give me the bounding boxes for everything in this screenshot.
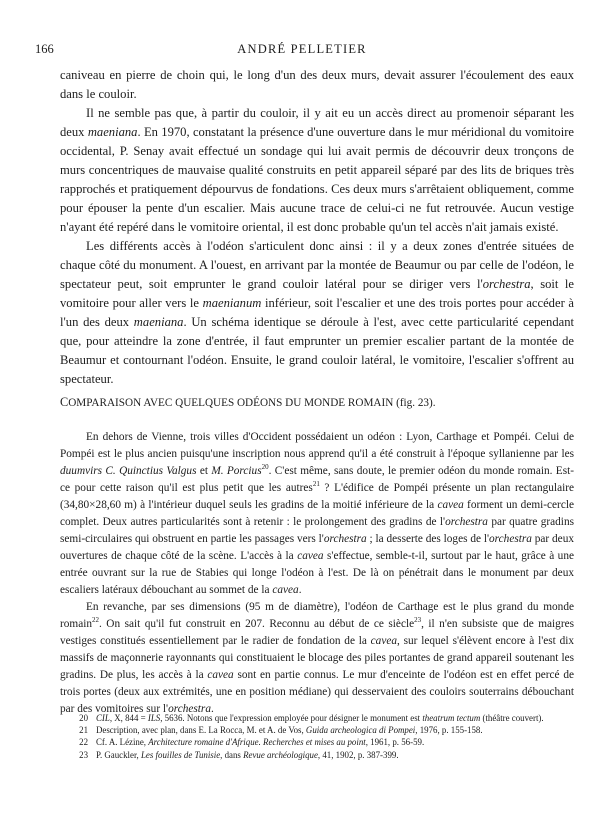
section-body xyxy=(60,429,574,718)
running-title: ANDRÉ PELLETIER xyxy=(237,42,367,56)
main-text xyxy=(60,66,574,389)
footnote-20: 20 CIL, X, 844 = ILS, 5636. Notons que l'expression employée pour désigner le monument est theatrum tectum (théâtre couvert). xyxy=(79,713,544,723)
footnote-ref-22[interactable]: 22 xyxy=(92,616,99,625)
paragraph-continuation: caniveau en pierre de choin qui, le long d'un des deux murs, devait assurer l'écoulement des eaux dans le couloir. xyxy=(60,68,574,101)
footnote-ref-20[interactable]: 20 xyxy=(261,463,269,472)
footnote-22: 22 Cf. A. Lézine, Architecture romaine d'Afrique. Recherches et mises au point, 1961, p. 56-59. xyxy=(79,737,425,748)
paragraph-access-summary: Les différents accès à l'odéon s'articulent donc ainsi : il y a deux zones d'entrée situées de chaque côté du monument. A l'ouest, en arrivant par la montée de Beaumur ou par celle de l'odéon, le spectateur peut, soit emprunter le grand couloir latéral pour se diriger vers l'orchestra, soit le vomitoire pour aller vers le maenianum inférieur, soit l'escalier et une des trois portes pour accéder à l'un des deux maeniana. Un schéma identique se déroule à l'est, avec cette particularité cependant que, pour atteindre la zone d'entrée, il faut emprunter un premier escalier partant de la montée de Beaumur et contournant l'odéon. Ensuite, le grand couloir latéral, le vomitoire, l'escalier s'offrent au spectateur. xyxy=(60,239,575,386)
footnote-23: 23 P. Gauckler, Les fouilles de Tunisie, dans Revue archéologique, 41, 1902, p. 387-399. xyxy=(79,749,399,760)
section-heading: COMPARAISON AVEC QUELQUES ODÉONS DU MONDE ROMAIN (fig. 23). xyxy=(60,395,436,409)
paragraph-access-promenoir: Il ne semble pas que, à partir du couloir, il y ait eu un accès direct au promenoir séparant les deux maeniana. En 1970, constatant la présence d'une ouverture dans le mur méridional du vomitoire occidental, P. Senay avait effectué un sondage qui lui avait permis de découvrir deux tronçons de murs concentriques de mauvaise qualité construits en petit appareil séparé par des lits de briques très rapprochés et pratiquement dépourvus de fondations. Ces deux murs s'arrêtaient obliquement, comme pour épouser la pente d'un escalier. Mais aucune trace de celui-ci ne fut retrouvée. Aucun vestige n'ayant été repéré dans le vomitoire oriental, il est donc probable qu'un tel accès n'ait jamais existé. xyxy=(60,106,574,234)
footnote-21: 21 Description, avec plan, dans E. La Rocca, M. et A. de Vos, Guida archeologica di Pompei, 1976, p. 155-158. xyxy=(79,725,483,736)
footnotes xyxy=(60,712,574,761)
footnote-ref-23[interactable]: 23 xyxy=(414,616,422,625)
footnote-ref-21[interactable]: 21 xyxy=(312,480,320,489)
page-number: 166 xyxy=(35,42,54,56)
paragraph-pompei: En dehors de Vienne, trois villes d'Occident possédaient un odéon : Lyon, Carthage et Pompéi. Celui de Pompéi est le plus ancien puisqu'une inscription nous apprend qu'il a été construit à l'époque syllanienne par les duumvirs C. Quinctius Valgus et M. Porcius$^{20}$. C'est même, sans doute, le premier odéon du monde romain. Est-ce pour cette raison qu'il est plus petit que les autres$^{21}$ ? L'édifice de Pompéi présente un plan rectangulaire (34,80×28,60 m) à l'intérieur duquel seuls les gradins de la moitié inférieure de la cavea forment un demi-cercle complet. Deux autres particularités sont à retenir : le prolongement des gradins de l'orchestra par quatre gradins semi-circulaires qui obstruent en partie les passages vers l'orchestra ; la desserte des loges de l'orchestra par deux ouvertures de chaque côté de la scène. L'accès à la cavea s'effectue, semble-t-il, surtout par le haut, grâce à une entrée ouvrant sur la rue de Stabies qui longe l'odéon à l'est. De là on pénétrait dans le monument par deux escaliers latéraux débouchant au sommet de la cavea. xyxy=(60,431,575,596)
running-header xyxy=(35,42,569,58)
paragraph-carthage: En revanche, par ses dimensions (95 m de diamètre), l'odéon de Carthage est le plus grand du monde romain$^{22}$. On sait qu'il fut construit en 207. Reconnu au début de ce siècle$^{23}$, il n'en subsiste que de maigres vestiges constitués essentiellement par le radier de fondation de la cavea, sur lequel s'élèvent encore à l'est dix massifs de maçonnerie rayonnants qui constituaient le blocage des piles portantes de grand appareil soutenant les gradins. De plus, les accès à la cavea sont en partie connus. Le mur d'enceinte de l'odéon est en effet percé de trois portes (deux aux extrémités, une en position médiane) qui desservaient des couloirs souterrains débouchant par des vomitoires sur l'orchestra. xyxy=(60,601,574,715)
